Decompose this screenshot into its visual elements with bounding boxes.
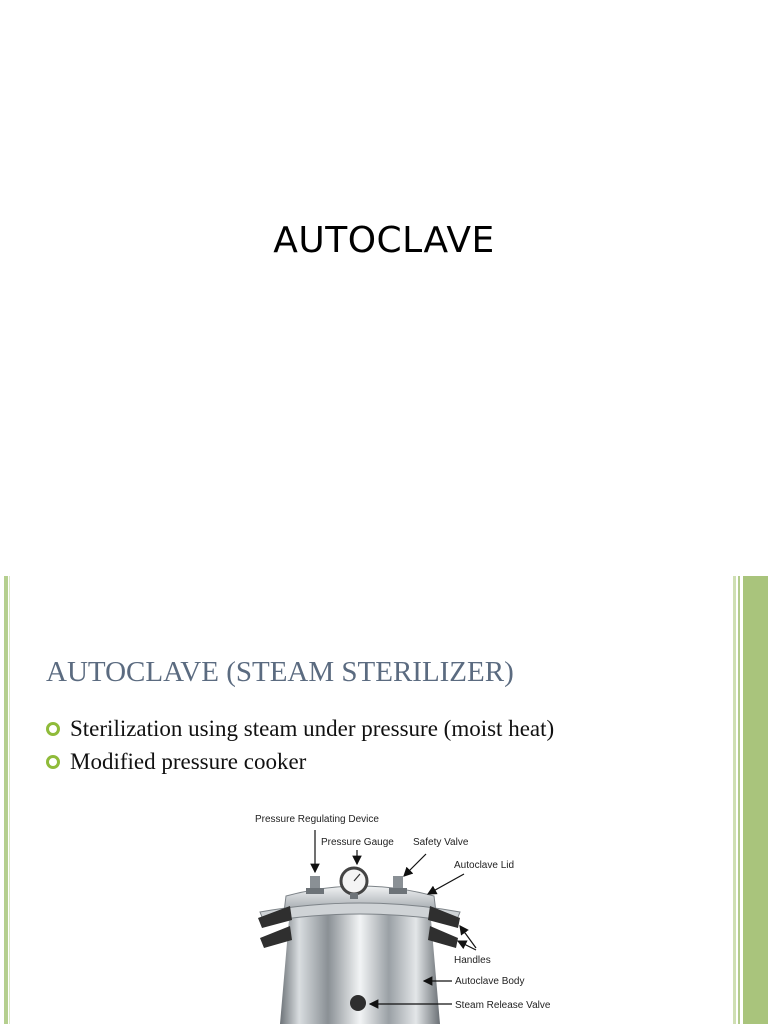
safety-valve-shape	[393, 876, 403, 890]
content-slide-title: AUTOCLAVE (STEAM STERILIZER)	[46, 656, 514, 688]
label-steam-release-valve: Steam Release Valve	[455, 1000, 551, 1011]
autoclave-illustration	[0, 576, 768, 1024]
bullet-text: Sterilization using steam under pressure (moist heat)	[70, 716, 555, 741]
bullet-text: Modified pressure cooker	[70, 749, 307, 774]
label-autoclave-body: Autoclave Body	[455, 976, 525, 987]
label-pressure-regulating-device: Pressure Regulating Device	[255, 814, 379, 825]
label-pressure-gauge: Pressure Gauge	[321, 837, 394, 848]
steam-release-valve-shape	[350, 995, 366, 1011]
regulating-device-shape	[310, 876, 320, 890]
label-handles: Handles	[454, 955, 491, 966]
label-autoclave-lid: Autoclave Lid	[454, 860, 515, 871]
slide-title: AUTOCLAVE	[273, 220, 495, 261]
label-safety-valve: Safety Valve	[413, 837, 469, 848]
content-slide	[0, 576, 768, 1024]
autoclave-diagram	[0, 576, 768, 1024]
